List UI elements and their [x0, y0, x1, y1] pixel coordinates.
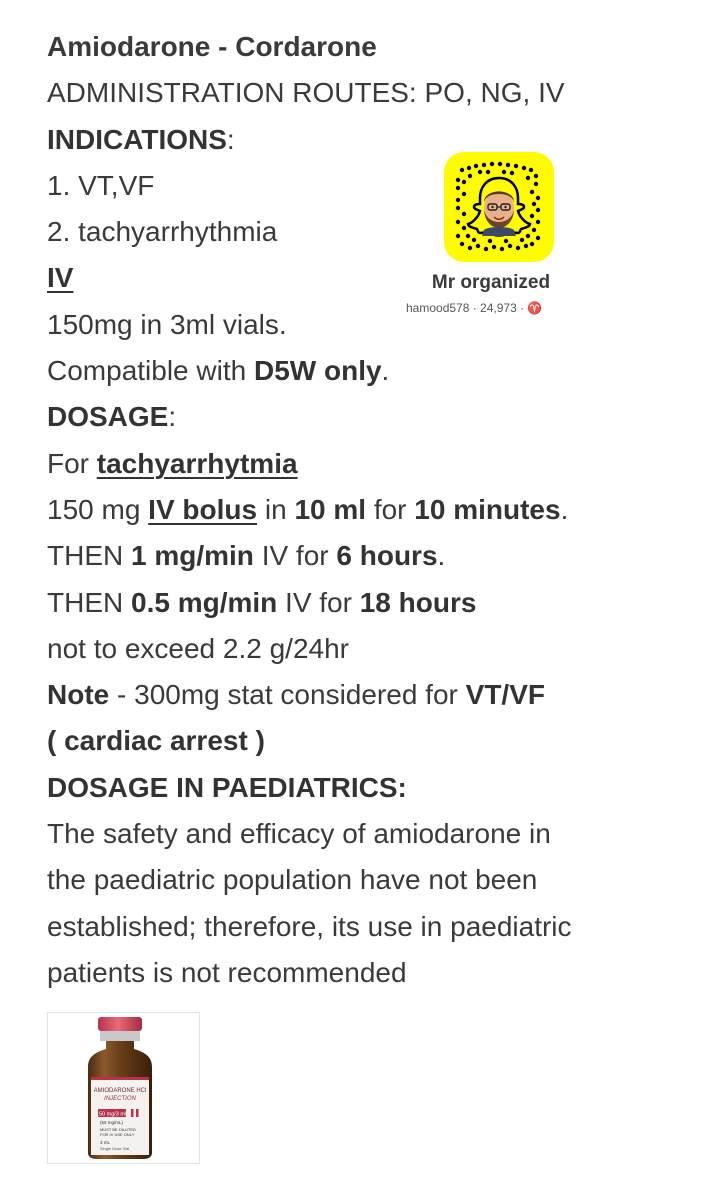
- vial-label-strength: 150 mg/3 mL: [95, 1111, 129, 1118]
- indication-item-2: 2. tachyarrhythmia: [47, 216, 278, 248]
- snapchat-username-score: hamood578 · 24,973 · ♈: [406, 301, 543, 315]
- vial-label-volume: 3 mL: [100, 1140, 111, 1145]
- max-dose-line: not to exceed 2.2 g/24hr: [47, 632, 349, 664]
- vial-label-warning-2: FOR IV USE ONLY: [100, 1132, 135, 1137]
- then-line-1: THEN 1 mg/min IV for 6 hours.: [47, 540, 446, 572]
- bitmoji-avatar: [482, 191, 516, 236]
- note-line: Note - 300mg stat considered for VT/VF: [47, 679, 545, 711]
- vial-label-warning-1: MUST BE DILUTED: [100, 1127, 136, 1132]
- paediatrics-heading: DOSAGE IN PAEDIATRICS:: [47, 771, 407, 803]
- then-line-2: THEN 0.5 mg/min IV for 18 hours: [47, 586, 477, 618]
- drug-note: [47, 24, 687, 996]
- snapcode-icon[interactable]: [444, 152, 554, 262]
- vial-label-single-dose: Single Dose Vial: [100, 1146, 130, 1151]
- compatibility-line: Compatible with D5W only.: [47, 355, 390, 387]
- paediatrics-text-1: The safety and efficacy of amiodarone in: [47, 818, 551, 850]
- vial-cap: [98, 1017, 142, 1031]
- vial-label-brand: AMIODARONE HCl: [93, 1088, 147, 1094]
- bolus-line: 150 mg IV bolus in 10 ml for 10 minutes.: [47, 493, 569, 525]
- vial-label-conc: (50 mg/mL): [100, 1120, 124, 1125]
- snapcode-dots: [444, 152, 554, 262]
- indication-item-1: 1. VT,VF: [47, 169, 155, 201]
- amiodarone-vial-image: [47, 1012, 200, 1164]
- vials-line: 150mg in 3ml vials.: [47, 308, 287, 340]
- snapchat-badge[interactable]: [398, 142, 584, 320]
- drug-title: Amiodarone - Cordarone: [47, 31, 377, 62]
- routes-line: ADMINISTRATION ROUTES: PO, NG, IV: [47, 77, 565, 109]
- snapchat-display-name: Mr organized: [431, 272, 551, 293]
- paediatrics-text-2: the paediatric population have not been: [47, 864, 538, 896]
- dosage-heading: DOSAGE:: [47, 401, 177, 433]
- indications-heading: INDICATIONS:: [47, 123, 235, 155]
- iv-heading: IV: [47, 262, 74, 294]
- vial-illustration: [48, 1013, 199, 1163]
- cardiac-arrest-line: ( cardiac arrest ): [47, 725, 265, 757]
- vial-label-type: INJECTION: [104, 1096, 136, 1102]
- paediatrics-text-4: patients is not recommended: [47, 956, 407, 988]
- vial-crimp: [100, 1031, 140, 1041]
- for-tachy-line: For tachyarrhytmia: [47, 447, 298, 479]
- paediatrics-text-3: established; therefore, its use in paediatric: [47, 910, 572, 942]
